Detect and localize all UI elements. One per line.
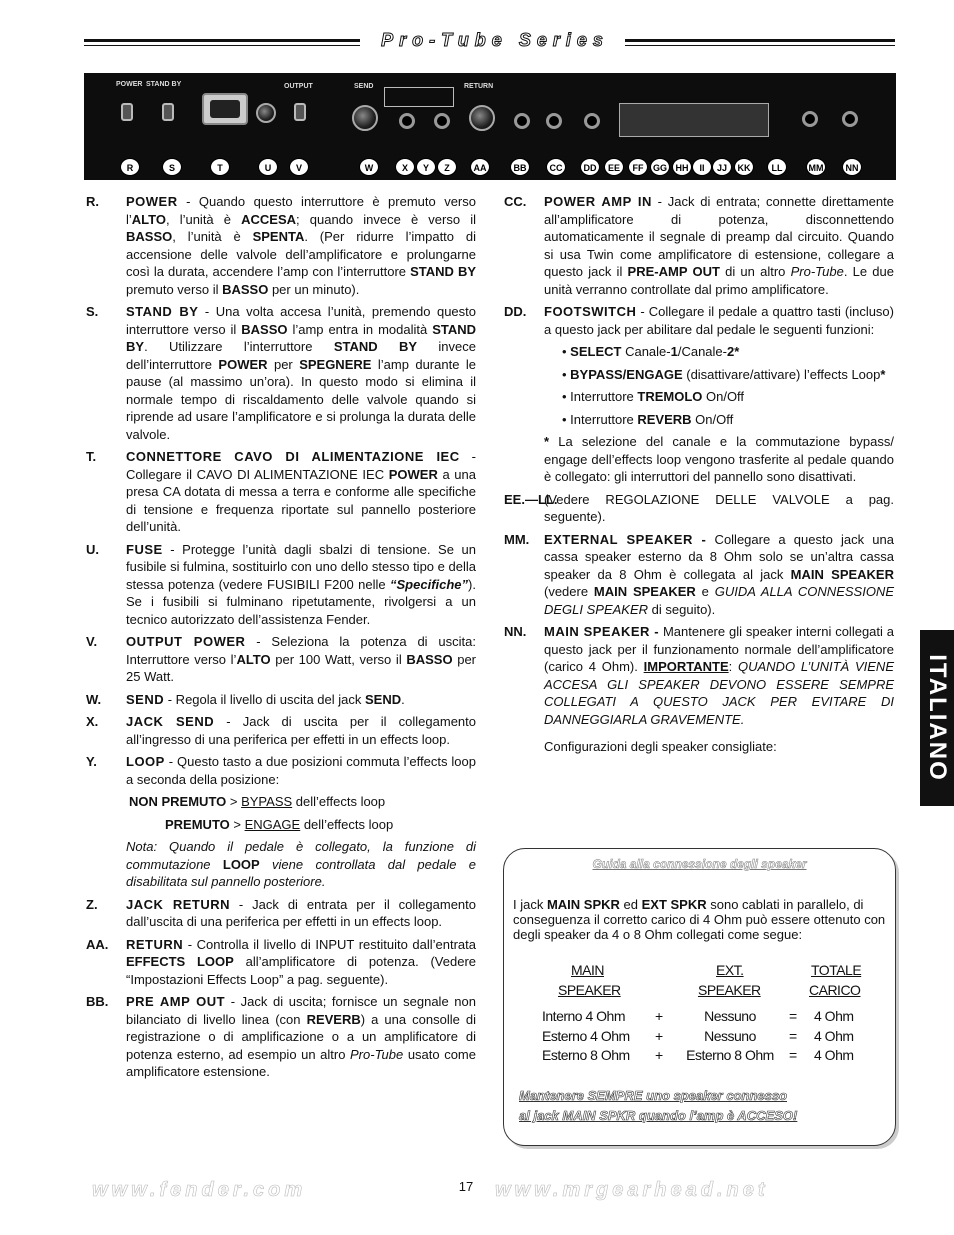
page-number: 17: [458, 1179, 474, 1194]
footer-url-right: www.mrgearhead.net: [495, 1179, 769, 1201]
speaker-row-plus: +: [655, 1047, 663, 1063]
item-key: W.: [86, 691, 102, 707]
speaker-row-ext: Esterno 8 Ohm: [686, 1047, 774, 1063]
item-key: Y.: [86, 754, 97, 769]
speaker-row-main: Esterno 8 Ohm: [542, 1047, 630, 1063]
panel-letter-x: X: [395, 158, 415, 176]
standby-switch-graphic: [162, 103, 174, 121]
speaker-row-plus: +: [655, 1008, 663, 1024]
col-main-h1: MAIN: [571, 962, 604, 978]
speaker-guide-intro: I jack MAIN SPKR ed EXT SPKR sono cablati in parallelo, di conseguenza il corretto carico di 4 Ohm può essere ottenuto con degli speaker da 4 o 8 Ohm collegati come segue:: [513, 897, 886, 942]
item-heading: FUSE: [126, 541, 163, 557]
item-s: S. STAND BY - Una volta accesa l’unità, premendo questo interruttore verso il BASSO l’amp entra in modalità STAND BY. Utilizzare l’interruttore STAND BY invece dell’interruttore POWER per SPEGNERE l’amp durante le pause (al massimo un’ora). In questo modo si elimina il normale tempo di riscaldamento delle valvole quando si riprende ad usare l’amplificatore e si prolunga la durata delle valvole.: [86, 304, 476, 442]
power-amp-in-jack-graphic: [546, 113, 562, 129]
panel-letter-y: Y: [416, 158, 436, 176]
item-r: R. POWER - Quando questo interruttore è premuto verso l’ALTO, l’unità è ACCESA; quando invece è verso il BASSO, l’unità è SPENTA. (Per ridurre l’impatto di accensione delle valvole dell’amplificatore e prolungarne così la durata, accendere l’amp con l’interruttore STAND BY premuto verso il BASSO per un minuto).: [86, 194, 477, 297]
footer-url-left: www.fender.com: [92, 1179, 307, 1201]
preamp-out-jack-graphic: [514, 113, 530, 129]
item-key: EE.—LL.: [504, 491, 558, 507]
config-label: Configurazioni degli speaker consigliate:: [544, 739, 777, 754]
col-ext-h2: SPEAKER: [698, 982, 761, 998]
footswitch-note: * La selezione del canale e la commutazione bypass/ engage dell’effects loop vengono trasferite al pedale quando è collegato: gli interruttori del pannello sono disattivati.: [544, 434, 894, 484]
speaker-row-eq: =: [789, 1047, 797, 1063]
speaker-row-tot: 4 Ohm: [814, 1008, 854, 1024]
item-heading: RETURN: [126, 936, 184, 952]
item-heading: PRE AMP OUT: [126, 994, 226, 1009]
speaker-row-plus: +: [655, 1027, 663, 1044]
panel-letter-r: R: [120, 158, 140, 176]
panel-letter-kk: KK: [734, 158, 754, 176]
item-heading: JACK RETURN: [126, 896, 230, 912]
item-dd: DD. FOOTSWITCH - Collegare il pedale a quattro tasti (incluso) a questo jack per abilitare dal pedale le seguenti funzioni:: [504, 304, 894, 337]
loop-note: Nota: Quando il pedale è collegato, la funzione di commutazione LOOP viene controllata dal pedale e disabilitata sul pannello posteriore.: [126, 839, 477, 889]
rear-panel-image: [84, 73, 896, 180]
item-y: Y. LOOP - Questo tasto a due posizioni commuta l’effects loop a seconda della posizione:: [86, 754, 476, 787]
item-cc: CC. POWER AMP IN - Jack di entrata; connette direttamente all’amplificatore di potenza, disconnettendo automaticamente il segnale di preamp dal circuito. Quando si usa Twin come amplificatore di estensione, collegare a questo jack il PRE-AMP OUT di un altro Pro-Tube. Le due unità verranno controllate dal primo amplificatore.: [504, 194, 894, 297]
output-switch-graphic: [294, 103, 306, 121]
item-t: T. CONNETTORE CAVO DI ALIMENTAZIONE IEC - Collegare il CAVO DI ALIMENTAZIONE IEC POWER a una presa CA dotata di messa a terra e conforme alle specifiche di tensione e frequenza riportate sul pannello posteriore dell’unità.: [86, 449, 476, 534]
item-heading: CONNETTORE CAVO DI ALIMENTAZIONE IEC: [126, 449, 460, 464]
panel-label-standby: STAND BY: [146, 81, 182, 88]
speaker-guide-box: [503, 848, 896, 1146]
send-jack-graphic: [399, 113, 415, 129]
panel-letter-ll: LL: [767, 158, 787, 176]
item-key: NN.: [504, 624, 527, 639]
speaker-row-main: Esterno 4 Ohm: [542, 1027, 630, 1044]
footswitch-function-item: • BYPASS/ENGAGE (disattivare/attivare) l’effects Loop*: [504, 366, 894, 384]
panel-letter-u: U: [258, 158, 278, 176]
left-column: [86, 193, 476, 1086]
item-bb: BB. PRE AMP OUT - Jack di uscita; fornisce un segnale non bilanciato di livello linea (con REVERB) a una consolle di registrazione o di amplificazione o a un amplificatore di potenza esterno, ad esempio un altro Pro-Tube usato come amplificatore estensione.: [86, 994, 477, 1079]
panel-letter-s: S: [162, 158, 182, 176]
right-column: [504, 193, 894, 756]
item-mm: MM. EXTERNAL SPEAKER - Collegare a questo jack una cassa speaker esterno da 8 Ohm solo se un’altra cassa speaker da 8 Ohm è collegata al jack MAIN SPEAKER (vedere MAIN SPEAKER e GUIDA ALLA CONNESSIONE DEGLI SPEAKER di seguito).: [504, 531, 894, 617]
item-key: AA.: [86, 936, 109, 952]
panel-letter-gg: GG: [650, 158, 670, 176]
item-key: CC.: [504, 194, 527, 209]
main-speaker-jack-graphic: [842, 111, 858, 127]
panel-letter-ee: EE: [604, 158, 624, 176]
item-heading: FOOTSWITCH: [544, 304, 637, 319]
footswitch-function-item: • Interruttore REVERB On/Off: [504, 411, 894, 429]
item-nn: NN. MAIN SPEAKER - Mantenere gli speaker interni collegati a questo jack per il funzionamento normale dell’amplificatore (carico 4 Ohm). IMPORTANTE: QUANDO L’UNITÀ VIENE ACCESA GLI SPEAKER DEVONO ESSERE SEMPRE COLLEGATI A QUESTO JACK PER EVITARE DI DANNEGGIARLA GRAVEMENTE.: [504, 624, 894, 727]
item-key: S.: [86, 304, 99, 319]
panel-letter-ii: II: [692, 158, 712, 176]
item-heading: EXTERNAL SPEAKER -: [544, 531, 707, 547]
panel-letter-z: Z: [437, 158, 457, 176]
panel-label-return: RETURN: [464, 83, 494, 90]
item-heading: POWER AMP IN: [544, 194, 652, 209]
speaker-row-tot: 4 Ohm: [814, 1047, 854, 1063]
speaker-row-main: Interno 4 Ohm: [542, 1008, 625, 1024]
series-title: Pro-Tube Series: [381, 30, 609, 50]
language-tab-label: ITALIANO: [924, 654, 952, 782]
item-heading: SEND: [126, 691, 165, 707]
item-x: X. JACK SEND - Jack di uscita per il collegamento all’ingresso di una periferica per effetti in un effects loop.: [86, 714, 477, 747]
panel-letter-v: V: [289, 158, 309, 176]
loop-state-not-pressed: NON PREMUTO > BYPASS dell’effects loop: [129, 794, 386, 809]
col-main-h2: SPEAKER: [558, 982, 621, 998]
speaker-row-ext: Nessuno: [704, 1008, 756, 1024]
panel-letter-aa: AA: [470, 158, 490, 176]
fuse-graphic: [256, 103, 276, 123]
panel-label-send: SEND: [354, 83, 374, 90]
item-eell: EE.—LL. (Vedere REGOLAZIONE DELLE VALVOLE a pag. seguente).: [504, 491, 894, 524]
label-box-graphic: [384, 87, 454, 107]
footswitch-function-item: • Interruttore TREMOLO On/Off: [504, 388, 894, 406]
panel-letter-dd: DD: [580, 158, 600, 176]
col-ext-h1: EXT.: [716, 962, 744, 978]
header-rule-left: [84, 39, 360, 46]
item-key: DD.: [504, 304, 527, 319]
panel-label-output: OUTPUT: [284, 83, 313, 90]
panel-letter-hh: HH: [672, 158, 692, 176]
item-key: R.: [86, 194, 99, 209]
return-jack-graphic: [434, 113, 450, 129]
footswitch-jack-graphic: [584, 113, 600, 129]
item-u: U. FUSE - Protegge l’unità dagli sbalzi di tensione. Se un fusibile si fulmina, sostituirlo con uno dello stesso tipo e della stessa potenza (vedere FUSIBILI F200 nelle “Specifiche”). Se i fusibili si fulminano ripetutamente, rivolgersi a un tecnico autorizzato dell’assistenza Fender.: [86, 541, 476, 627]
iec-socket-graphic: [202, 93, 248, 125]
panel-letter-ff: FF: [628, 158, 648, 176]
panel-letter-jj: JJ: [712, 158, 732, 176]
item-heading: JACK SEND: [126, 714, 215, 729]
speaker-row-eq: =: [789, 1027, 797, 1044]
item-heading: LOOP: [126, 754, 165, 769]
footswitch-function-item: • SELECT Canale-1/Canale-2*: [504, 343, 894, 361]
loop-state-pressed: PREMUTO > ENGAGE dell’effects loop: [165, 816, 394, 832]
item-key: V.: [86, 634, 98, 649]
panel-label-power: POWER: [116, 81, 143, 88]
item-key: U.: [86, 541, 99, 557]
speaker-guide-title: Guida alla connessione degli speaker: [592, 857, 807, 871]
item-heading: POWER: [126, 194, 178, 209]
item-v: V. OUTPUT POWER - Seleziona la potenza di uscita: Interruttore verso l’ALTO per 100 Watt, verso il BASSO per 25 Watt.: [86, 634, 477, 684]
item-w: W. SEND - Regola il livello di uscita del jack SEND.: [86, 691, 405, 707]
ext-speaker-jack-graphic: [802, 111, 818, 127]
speaker-row-eq: =: [789, 1008, 797, 1024]
speaker-row-tot: 4 Ohm: [814, 1027, 854, 1044]
language-tab: [920, 630, 954, 806]
send-knob-graphic: [352, 105, 378, 131]
panel-letter-t: T: [210, 158, 230, 176]
panel-letter-mm: MM: [806, 158, 826, 176]
item-key: Z.: [86, 896, 98, 912]
panel-letter-w: W: [359, 158, 379, 176]
item-key: X.: [86, 714, 99, 729]
panel-letter-nn: NN: [842, 158, 862, 176]
col-tot-h2: CARICO: [809, 982, 861, 998]
item-key: T.: [86, 449, 97, 464]
panel-letter-bb: BB: [510, 158, 530, 176]
item-key: BB.: [86, 994, 109, 1009]
item-heading: OUTPUT POWER: [126, 634, 246, 649]
item-aa: AA. RETURN - Controlla il livello di INPUT restituito dall’entrata EFFECTS LOOP all’amplificatore di potenza. (Vedere “Impostazioni Effects Loop” a pag. seguente).: [86, 936, 477, 987]
panel-letter-cc: CC: [546, 158, 566, 176]
speaker-guide-warning: Mantenere SEMPRE uno speaker connesso al jack MAIN SPKR quando l’amp è ACCESO!: [519, 1088, 798, 1123]
item-z: Z. JACK RETURN - Jack di entrata per il collegamento dall’uscita di una periferica per effetti in un effects loop.: [86, 896, 476, 929]
header-rule-right: [625, 39, 895, 46]
item-heading: MAIN SPEAKER -: [544, 624, 660, 639]
speaker-row-ext: Nessuno: [704, 1027, 756, 1044]
bias-panel-graphic: [619, 103, 769, 137]
col-tot-h1: TOTALE: [811, 962, 862, 978]
item-key: MM.: [504, 531, 530, 547]
power-switch-graphic: [121, 103, 133, 121]
item-heading: STAND BY: [126, 304, 199, 319]
return-knob-graphic: [469, 105, 495, 131]
